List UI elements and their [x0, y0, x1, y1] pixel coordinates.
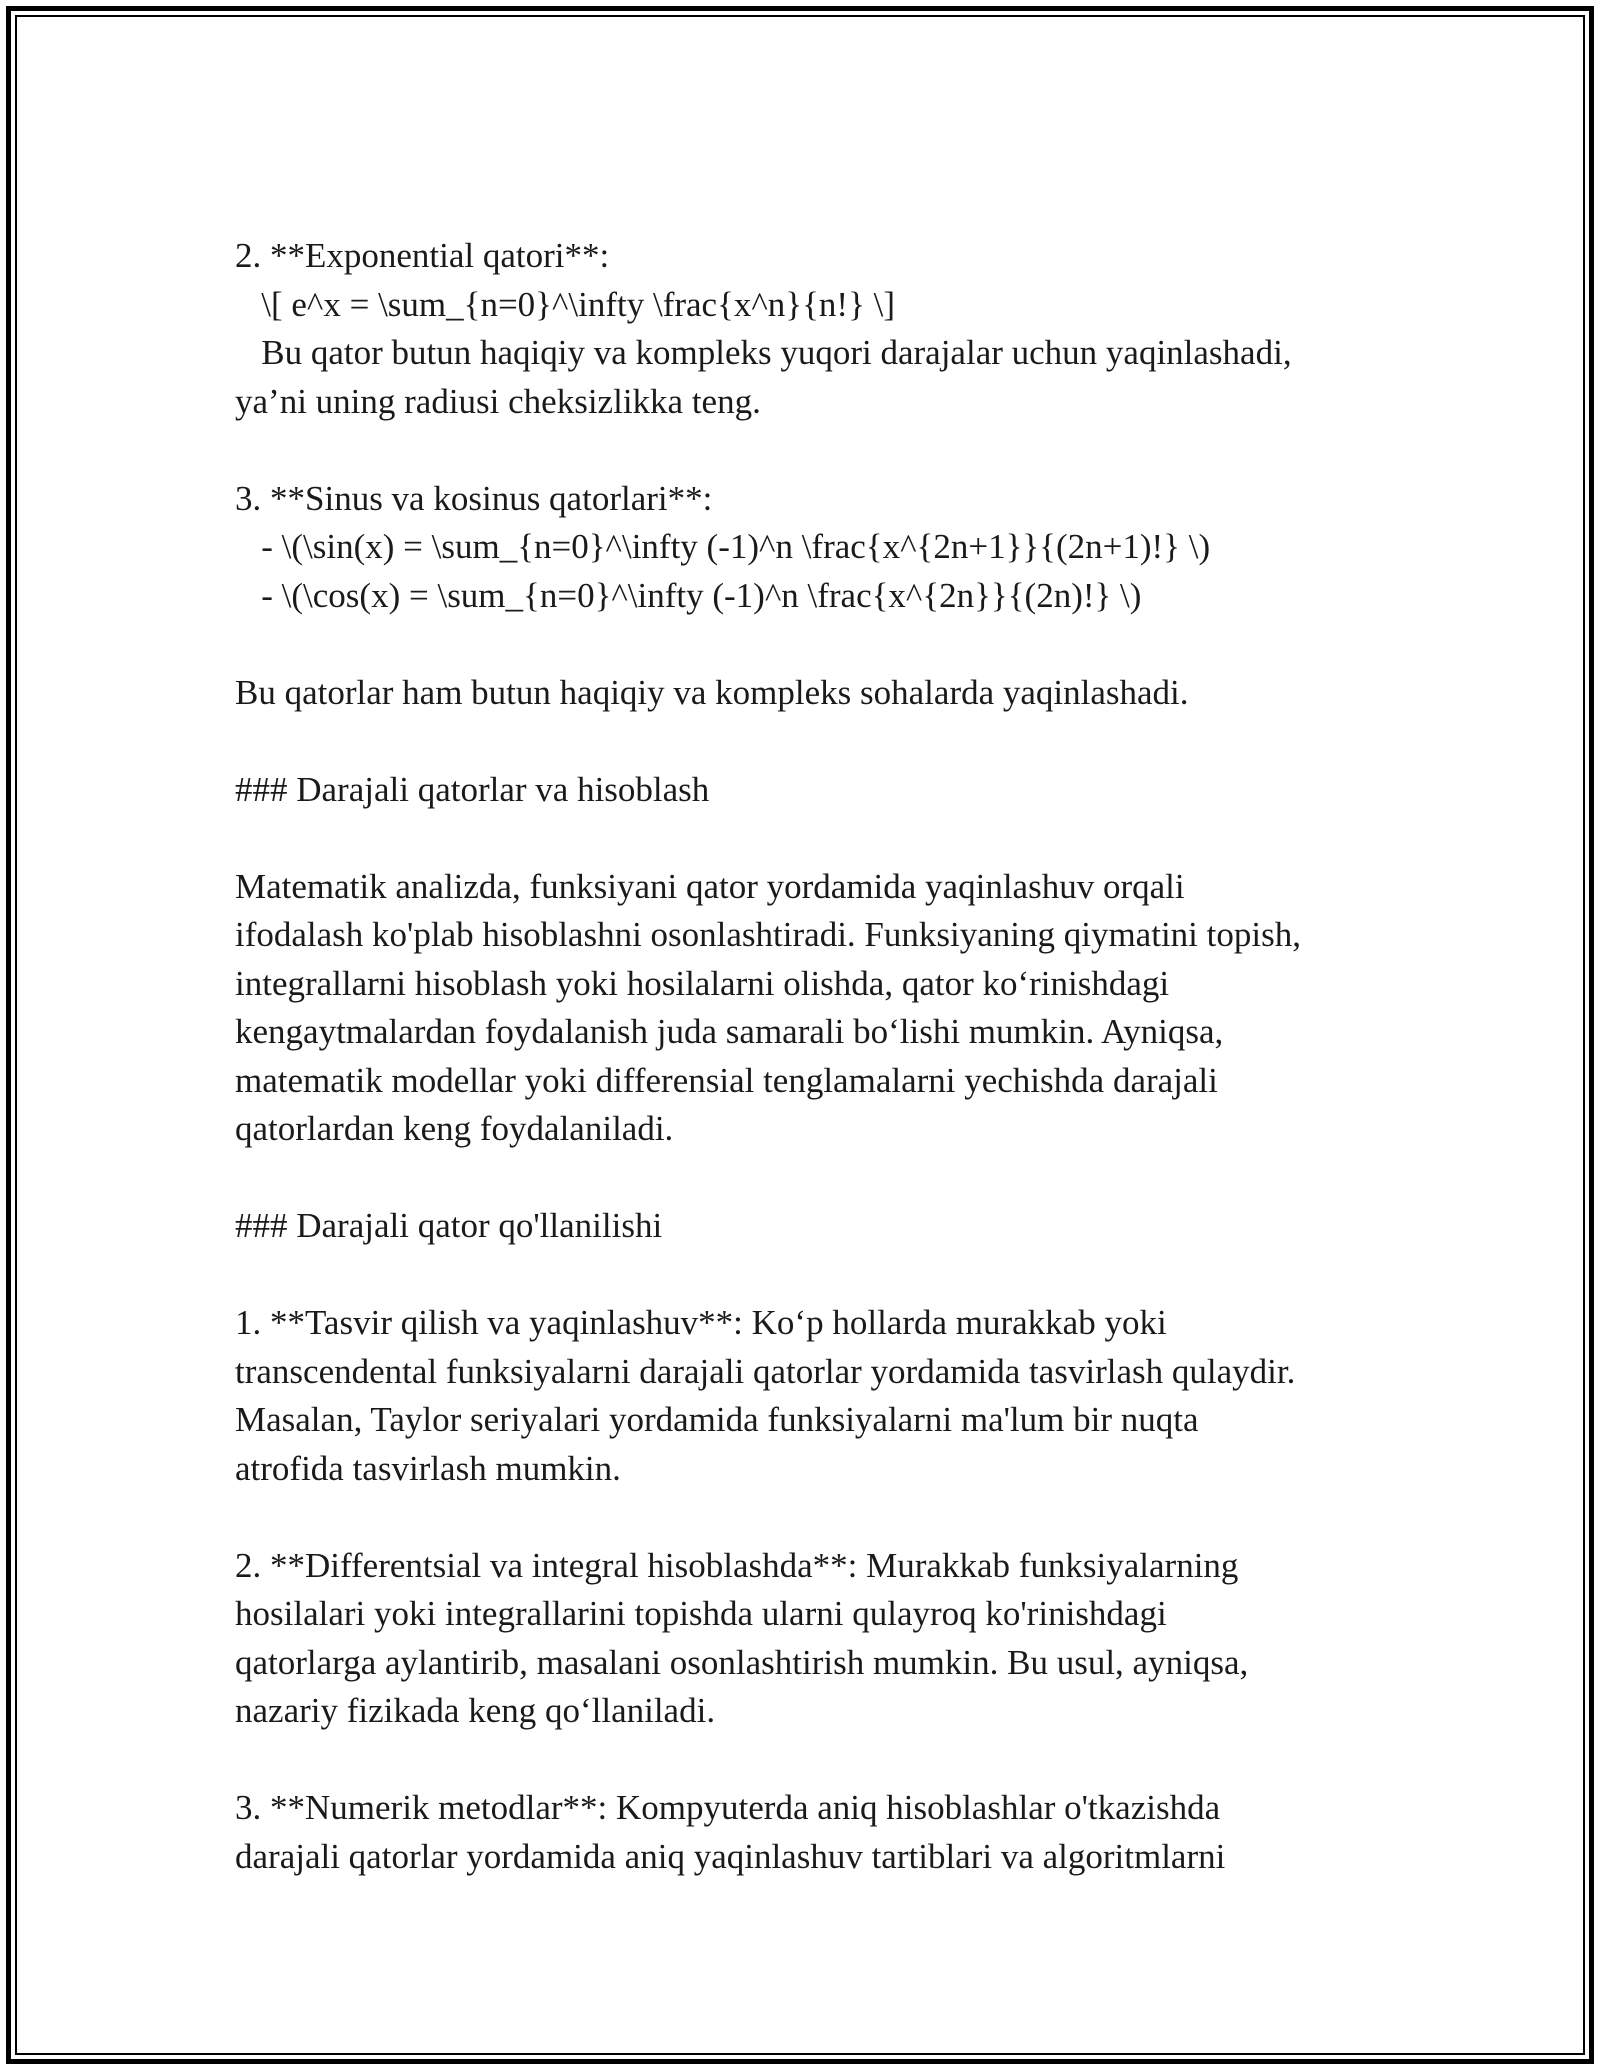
- paragraph-line: kengaytmalardan foydalanish juda samarali bo‘lishi mumkin. Ayniqsa,: [235, 1012, 1224, 1051]
- paragraph-line: hosilalari yoki integrallarini topishda ularni qulayroq ko'rinishdagi: [235, 1594, 1167, 1633]
- cos-formula: - \(\cos(x) = \sum_{n=0}^\infty (-1)^n \frac{x^{2n}}{(2n)!} \): [235, 575, 1142, 615]
- spacer: [235, 814, 1375, 863]
- exponential-series-block: [235, 232, 1375, 426]
- exponential-heading: 2. **Exponential qatori**:: [235, 236, 610, 275]
- sin-cos-series-block: [235, 475, 1375, 621]
- paragraph-line: nazariy fizikada keng qo‘llaniladi.: [235, 1691, 716, 1730]
- paragraph-line: Masalan, Taylor seriyalari yordamida funksiyalarni ma'lum bir nuqta: [235, 1400, 1199, 1439]
- section-heading-calculation: ### Darajali qatorlar va hisoblash: [235, 769, 710, 809]
- spacer: [235, 1251, 1375, 1300]
- spacer: [235, 1736, 1375, 1785]
- spacer: [235, 717, 1375, 766]
- paragraph-line: 2. **Differentsial va integral hisoblashda**: Murakkab funksiyalarning: [235, 1545, 1239, 1585]
- paragraph-line: Matematik analizda, funksiyani qator yordamida yaqinlashuv orqali: [235, 866, 1185, 906]
- exponential-text-line: ya’ni uning radiusi cheksizlikka teng.: [235, 381, 761, 421]
- sin-cos-note: Bu qatorlar ham butun haqiqiy va kompleks sohalarda yaqinlashadi.: [235, 672, 1189, 712]
- paragraph-line: darajali qatorlar yordamida aniq yaqinlashuv tartiblari va algoritmlarni: [235, 1836, 1226, 1876]
- exponential-formula: \[ e^x = \sum_{n=0}^\infty \frac{x^n}{n!} \]: [235, 284, 895, 324]
- application-item-3: [235, 1784, 1375, 1881]
- paragraph-line: qatorlardan keng foydalaniladi.: [235, 1109, 674, 1148]
- spacer: [235, 1154, 1375, 1203]
- exponential-text-line: Bu qator butun haqiqiy va kompleks yuqori darajalar uchun yaqinlashadi,: [235, 333, 1292, 372]
- paragraph-line: transcendental funksiyalarni darajali qatorlar yordamida tasvirlash qulaydir.: [235, 1351, 1296, 1391]
- paragraph-line: atrofida tasvirlash mumkin.: [235, 1448, 621, 1488]
- paragraph-line: 1. **Tasvir qilish va yaqinlashuv**: Ko‘p hollarda murakkab yoki: [235, 1303, 1167, 1342]
- spacer: [235, 426, 1375, 475]
- paragraph-line: ifodalash ko'plab hisoblashni osonlashtiradi. Funksiyaning qiymatini topish,: [235, 915, 1301, 954]
- sin-formula: - \(\sin(x) = \sum_{n=0}^\infty (-1)^n \frac{x^{2n+1}}{(2n+1)!} \): [235, 527, 1211, 566]
- paragraph-line: qatorlarga aylantirib, masalani osonlashtirish mumkin. Bu usul, ayniqsa,: [235, 1642, 1249, 1682]
- application-item-2: [235, 1542, 1375, 1736]
- paragraph-line: 3. **Numerik metodlar**: Kompyuterda aniq hisoblashlar o'tkazishda: [235, 1788, 1221, 1827]
- calculation-paragraph: [235, 863, 1375, 1154]
- paragraph-line: matematik modellar yoki differensial tenglamalarni yechishda darajali: [235, 1060, 1218, 1100]
- section-heading-applications: ### Darajali qator qo'llanilishi: [235, 1206, 663, 1245]
- document-body: [235, 232, 1375, 1881]
- sin-cos-heading: 3. **Sinus va kosinus qatorlari**:: [235, 478, 713, 518]
- spacer: [235, 1493, 1375, 1542]
- paragraph-line: integrallarni hisoblash yoki hosilalarni olishda, qator ko‘rinishdagi: [235, 963, 1170, 1003]
- spacer: [235, 620, 1375, 669]
- application-item-1: [235, 1299, 1375, 1493]
